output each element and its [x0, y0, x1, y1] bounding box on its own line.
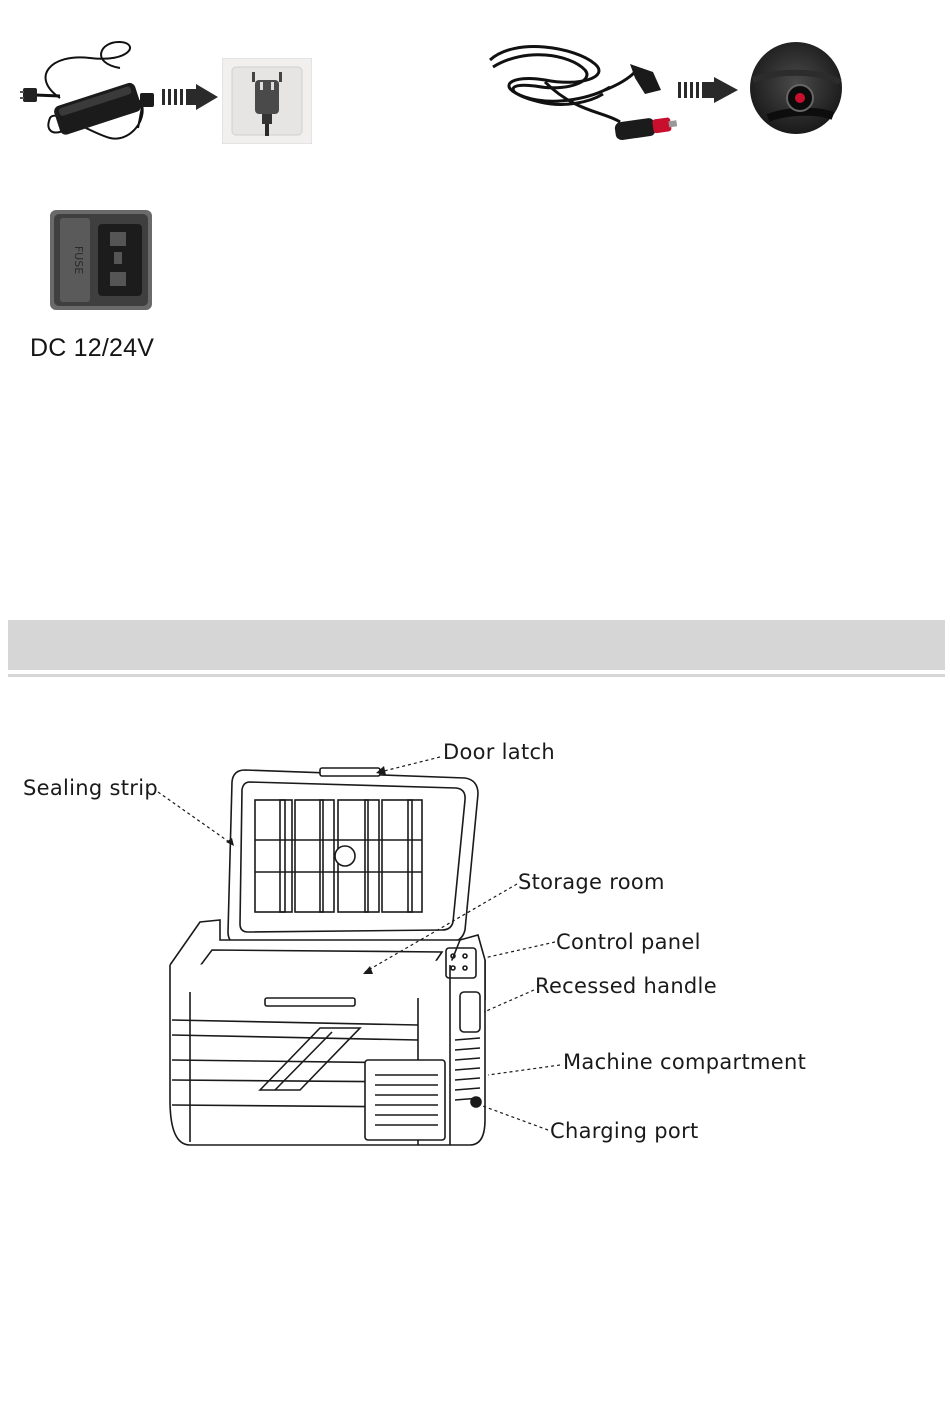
callout-machine-compartment: Machine compartment — [563, 1050, 807, 1074]
callout-storage-room: Storage room — [518, 870, 665, 894]
callout-door-latch: Door latch — [443, 740, 555, 764]
dc-port-label: DC 12/24V — [30, 334, 155, 362]
callout-recessed-handle: Recessed handle — [535, 974, 717, 998]
callout-sealing-strip: Sealing strip — [23, 776, 158, 800]
callout-charging-port: Charging port — [550, 1119, 699, 1143]
callout-control-panel: Control panel — [556, 930, 701, 954]
svg-text:FUSE: FUSE — [72, 245, 85, 275]
